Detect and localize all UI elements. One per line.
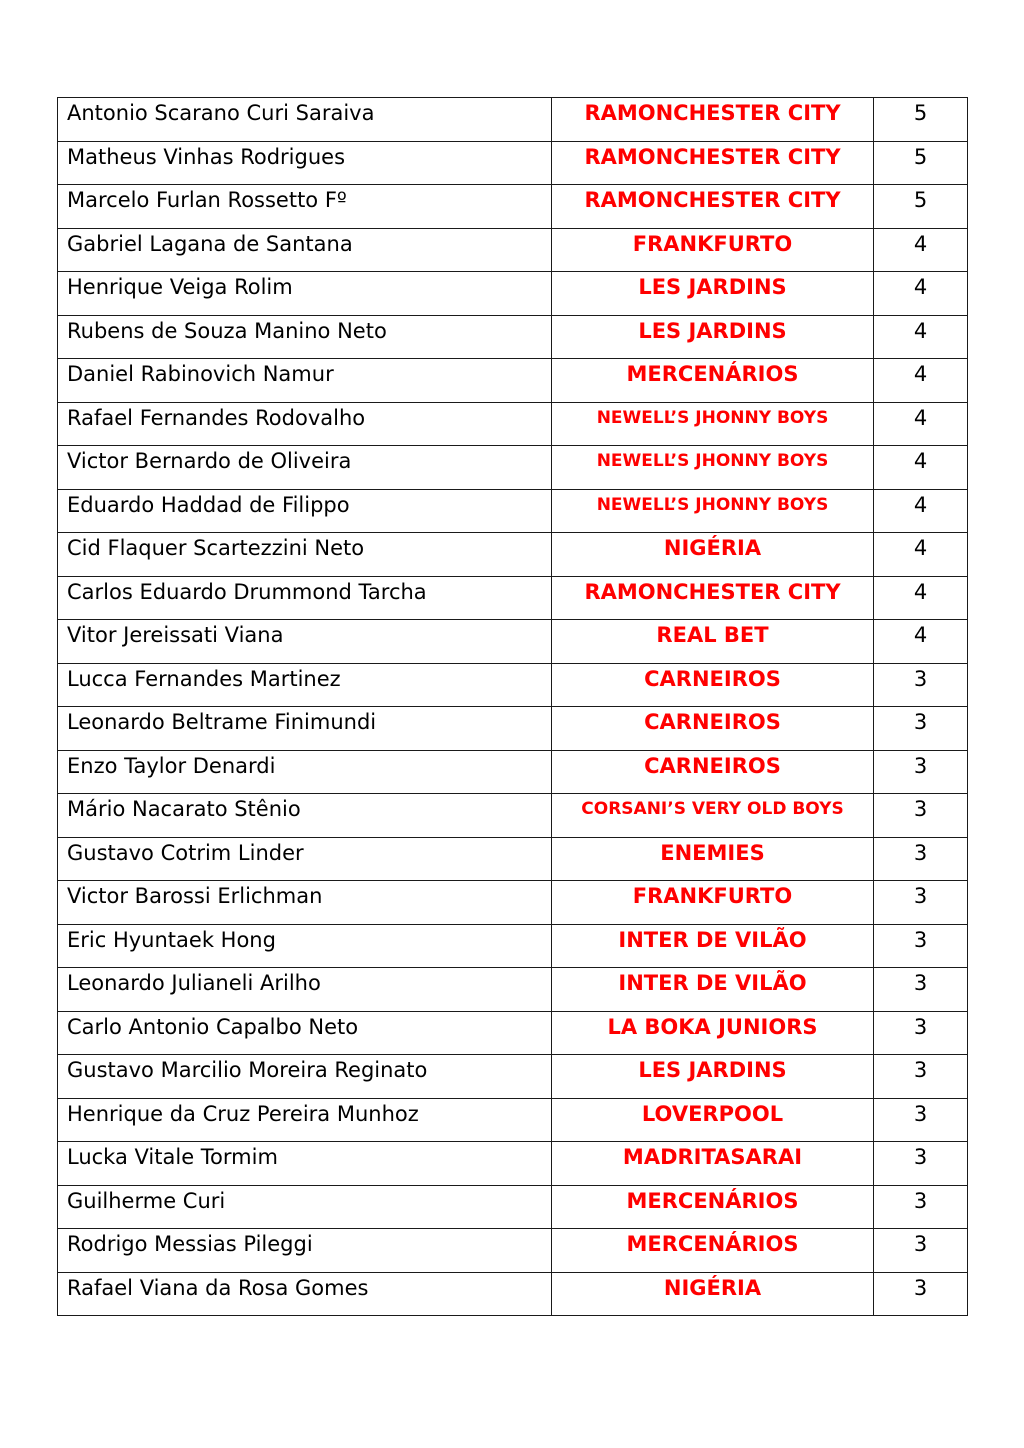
goals-cell: 3 [874, 707, 968, 751]
team-name-cell: MERCENÁRIOS [552, 1185, 874, 1229]
table-row [58, 750, 968, 794]
player-name-cell: Lucca Fernandes Martinez [58, 663, 552, 707]
team-name-cell: RAMONCHESTER CITY [552, 576, 874, 620]
team-name-cell: CARNEIROS [552, 750, 874, 794]
player-name-cell: Gustavo Marcilio Moreira Reginato [58, 1055, 552, 1099]
table-row [58, 1272, 968, 1316]
table-row [58, 576, 968, 620]
table-row [58, 837, 968, 881]
player-name-cell: Lucka Vitale Tormim [58, 1142, 552, 1186]
table-row [58, 185, 968, 229]
goals-cell: 3 [874, 968, 968, 1012]
team-name-cell: NEWELL’S JHONNY BOYS [552, 489, 874, 533]
goals-cell: 4 [874, 359, 968, 403]
player-name-cell: Gabriel Lagana de Santana [58, 228, 552, 272]
player-name-cell: Rodrigo Messias Pileggi [58, 1229, 552, 1273]
goals-cell: 4 [874, 620, 968, 664]
goals-cell: 3 [874, 1098, 968, 1142]
goals-cell: 3 [874, 1055, 968, 1099]
team-name-cell: LES JARDINS [552, 315, 874, 359]
player-name-cell: Matheus Vinhas Rodrigues [58, 141, 552, 185]
table-row [58, 968, 968, 1012]
team-name-cell: MERCENÁRIOS [552, 1229, 874, 1273]
table-row [58, 272, 968, 316]
player-name-cell: Rafael Viana da Rosa Gomes [58, 1272, 552, 1316]
goals-cell: 5 [874, 185, 968, 229]
player-name-cell: Victor Bernardo de Oliveira [58, 446, 552, 490]
team-name-cell: RAMONCHESTER CITY [552, 185, 874, 229]
team-name-cell: RAMONCHESTER CITY [552, 98, 874, 142]
goals-cell: 3 [874, 794, 968, 838]
goals-cell: 3 [874, 1185, 968, 1229]
table-row [58, 446, 968, 490]
player-name-cell: Victor Barossi Erlichman [58, 881, 552, 925]
player-name-cell: Marcelo Furlan Rossetto Fº [58, 185, 552, 229]
table-row [58, 1185, 968, 1229]
player-name-cell: Guilherme Curi [58, 1185, 552, 1229]
player-name-cell: Rubens de Souza Manino Neto [58, 315, 552, 359]
table-row [58, 98, 968, 142]
team-name-cell: NIGÉRIA [552, 533, 874, 577]
team-name-cell: CORSANI’S VERY OLD BOYS [552, 794, 874, 838]
team-name-cell: INTER DE VILÃO [552, 968, 874, 1012]
scorers-table [57, 97, 968, 1316]
player-name-cell: Gustavo Cotrim Linder [58, 837, 552, 881]
table-row [58, 663, 968, 707]
team-name-cell: FRANKFURTO [552, 881, 874, 925]
team-name-cell: LA BOKA JUNIORS [552, 1011, 874, 1055]
team-name-cell: CARNEIROS [552, 663, 874, 707]
table-row [58, 1229, 968, 1273]
goals-cell: 3 [874, 1229, 968, 1273]
goals-cell: 4 [874, 533, 968, 577]
table-row [58, 620, 968, 664]
goals-cell: 4 [874, 228, 968, 272]
table-row [58, 359, 968, 403]
table-row [58, 141, 968, 185]
goals-cell: 4 [874, 402, 968, 446]
table-row [58, 1142, 968, 1186]
player-name-cell: Eduardo Haddad de Filippo [58, 489, 552, 533]
player-name-cell: Mário Nacarato Stênio [58, 794, 552, 838]
goals-cell: 3 [874, 1011, 968, 1055]
team-name-cell: ENEMIES [552, 837, 874, 881]
table-row [58, 1098, 968, 1142]
goals-cell: 4 [874, 576, 968, 620]
player-name-cell: Antonio Scarano Curi Saraiva [58, 98, 552, 142]
goals-cell: 4 [874, 489, 968, 533]
player-name-cell: Enzo Taylor Denardi [58, 750, 552, 794]
goals-cell: 4 [874, 272, 968, 316]
team-name-cell: NEWELL’S JHONNY BOYS [552, 402, 874, 446]
goals-cell: 3 [874, 924, 968, 968]
team-name-cell: MADRITASARAI [552, 1142, 874, 1186]
team-name-cell: NEWELL’S JHONNY BOYS [552, 446, 874, 490]
team-name-cell: INTER DE VILÃO [552, 924, 874, 968]
goals-cell: 3 [874, 750, 968, 794]
table-row [58, 489, 968, 533]
team-name-cell: REAL BET [552, 620, 874, 664]
table-row [58, 228, 968, 272]
player-name-cell: Carlos Eduardo Drummond Tarcha [58, 576, 552, 620]
table-row [58, 881, 968, 925]
table-row [58, 402, 968, 446]
player-name-cell: Rafael Fernandes Rodovalho [58, 402, 552, 446]
goals-cell: 4 [874, 315, 968, 359]
goals-cell: 4 [874, 446, 968, 490]
table-row [58, 924, 968, 968]
player-name-cell: Leonardo Beltrame Finimundi [58, 707, 552, 751]
player-name-cell: Eric Hyuntaek Hong [58, 924, 552, 968]
player-name-cell: Henrique da Cruz Pereira Munhoz [58, 1098, 552, 1142]
goals-cell: 5 [874, 98, 968, 142]
team-name-cell: FRANKFURTO [552, 228, 874, 272]
table-row [58, 1055, 968, 1099]
table-row [58, 1011, 968, 1055]
player-name-cell: Henrique Veiga Rolim [58, 272, 552, 316]
goals-cell: 3 [874, 663, 968, 707]
player-name-cell: Leonardo Julianeli Arilho [58, 968, 552, 1012]
team-name-cell: MERCENÁRIOS [552, 359, 874, 403]
team-name-cell: NIGÉRIA [552, 1272, 874, 1316]
player-name-cell: Carlo Antonio Capalbo Neto [58, 1011, 552, 1055]
table-row [58, 794, 968, 838]
team-name-cell: LES JARDINS [552, 1055, 874, 1099]
goals-cell: 3 [874, 837, 968, 881]
table-row [58, 533, 968, 577]
player-name-cell: Vitor Jereissati Viana [58, 620, 552, 664]
goals-cell: 5 [874, 141, 968, 185]
player-name-cell: Cid Flaquer Scartezzini Neto [58, 533, 552, 577]
team-name-cell: LOVERPOOL [552, 1098, 874, 1142]
goals-cell: 3 [874, 1142, 968, 1186]
team-name-cell: CARNEIROS [552, 707, 874, 751]
goals-cell: 3 [874, 1272, 968, 1316]
team-name-cell: RAMONCHESTER CITY [552, 141, 874, 185]
scorers-table-body [58, 98, 968, 1316]
player-name-cell: Daniel Rabinovich Namur [58, 359, 552, 403]
table-row [58, 707, 968, 751]
goals-cell: 3 [874, 881, 968, 925]
table-row [58, 315, 968, 359]
team-name-cell: LES JARDINS [552, 272, 874, 316]
